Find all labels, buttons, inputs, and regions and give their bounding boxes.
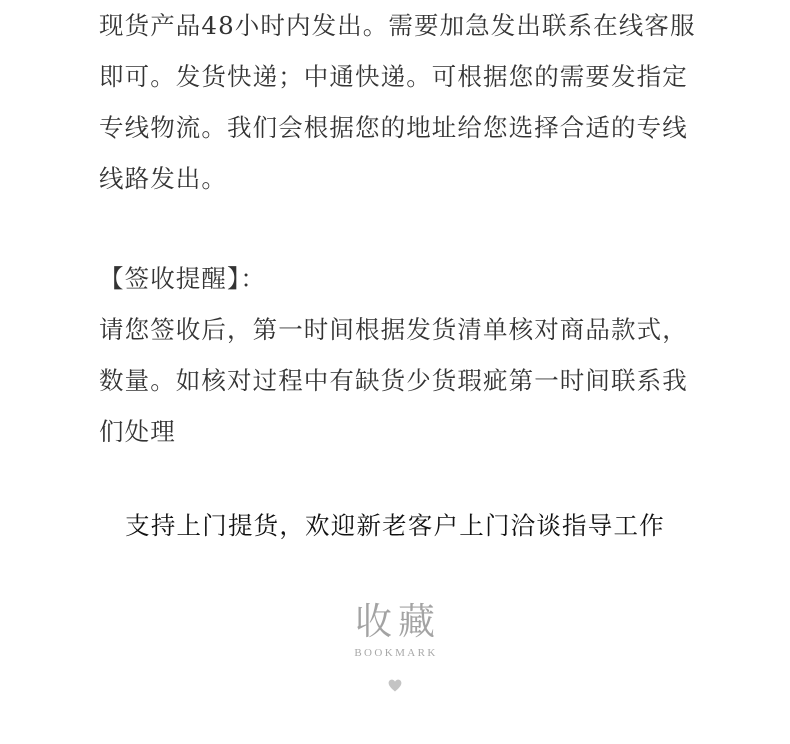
- receipt-reminder-line: 们处理: [99, 417, 176, 446]
- shipping-info-line: 专线物流。我们会根据您的地址给您选择合适的专线: [99, 113, 688, 142]
- bookmark-subtitle: BOOKMARK: [354, 647, 438, 659]
- receipt-reminder-heading: 【签收提醒】：: [99, 264, 266, 293]
- heart-icon: [388, 677, 402, 690]
- receipt-reminder-line: 请您签收后，第一时间根据发货清单核对商品款式，: [99, 315, 688, 344]
- shipping-info-line: 即可。发货快递；中通快递。可根据您的需要发指定: [99, 62, 688, 91]
- bookmark-title: 收藏: [355, 600, 441, 643]
- shipping-info-line: 现货产品48小时内发出。需要加急发出联系在线客服: [99, 11, 696, 40]
- bookmark-block[interactable]: [0, 598, 790, 690]
- shipping-info-paragraph: [99, 0, 696, 204]
- heart-icon-svg: [388, 679, 402, 692]
- visit-notice: 支持上门提货，欢迎新老客户上门洽谈指导工作: [125, 511, 665, 540]
- receipt-reminder-line: 数量。如核对过程中有缺货少货瑕疵第一时间联系我: [99, 366, 688, 395]
- receipt-reminder-paragraph: [99, 304, 688, 457]
- shipping-info-line: 线路发出。: [99, 164, 227, 193]
